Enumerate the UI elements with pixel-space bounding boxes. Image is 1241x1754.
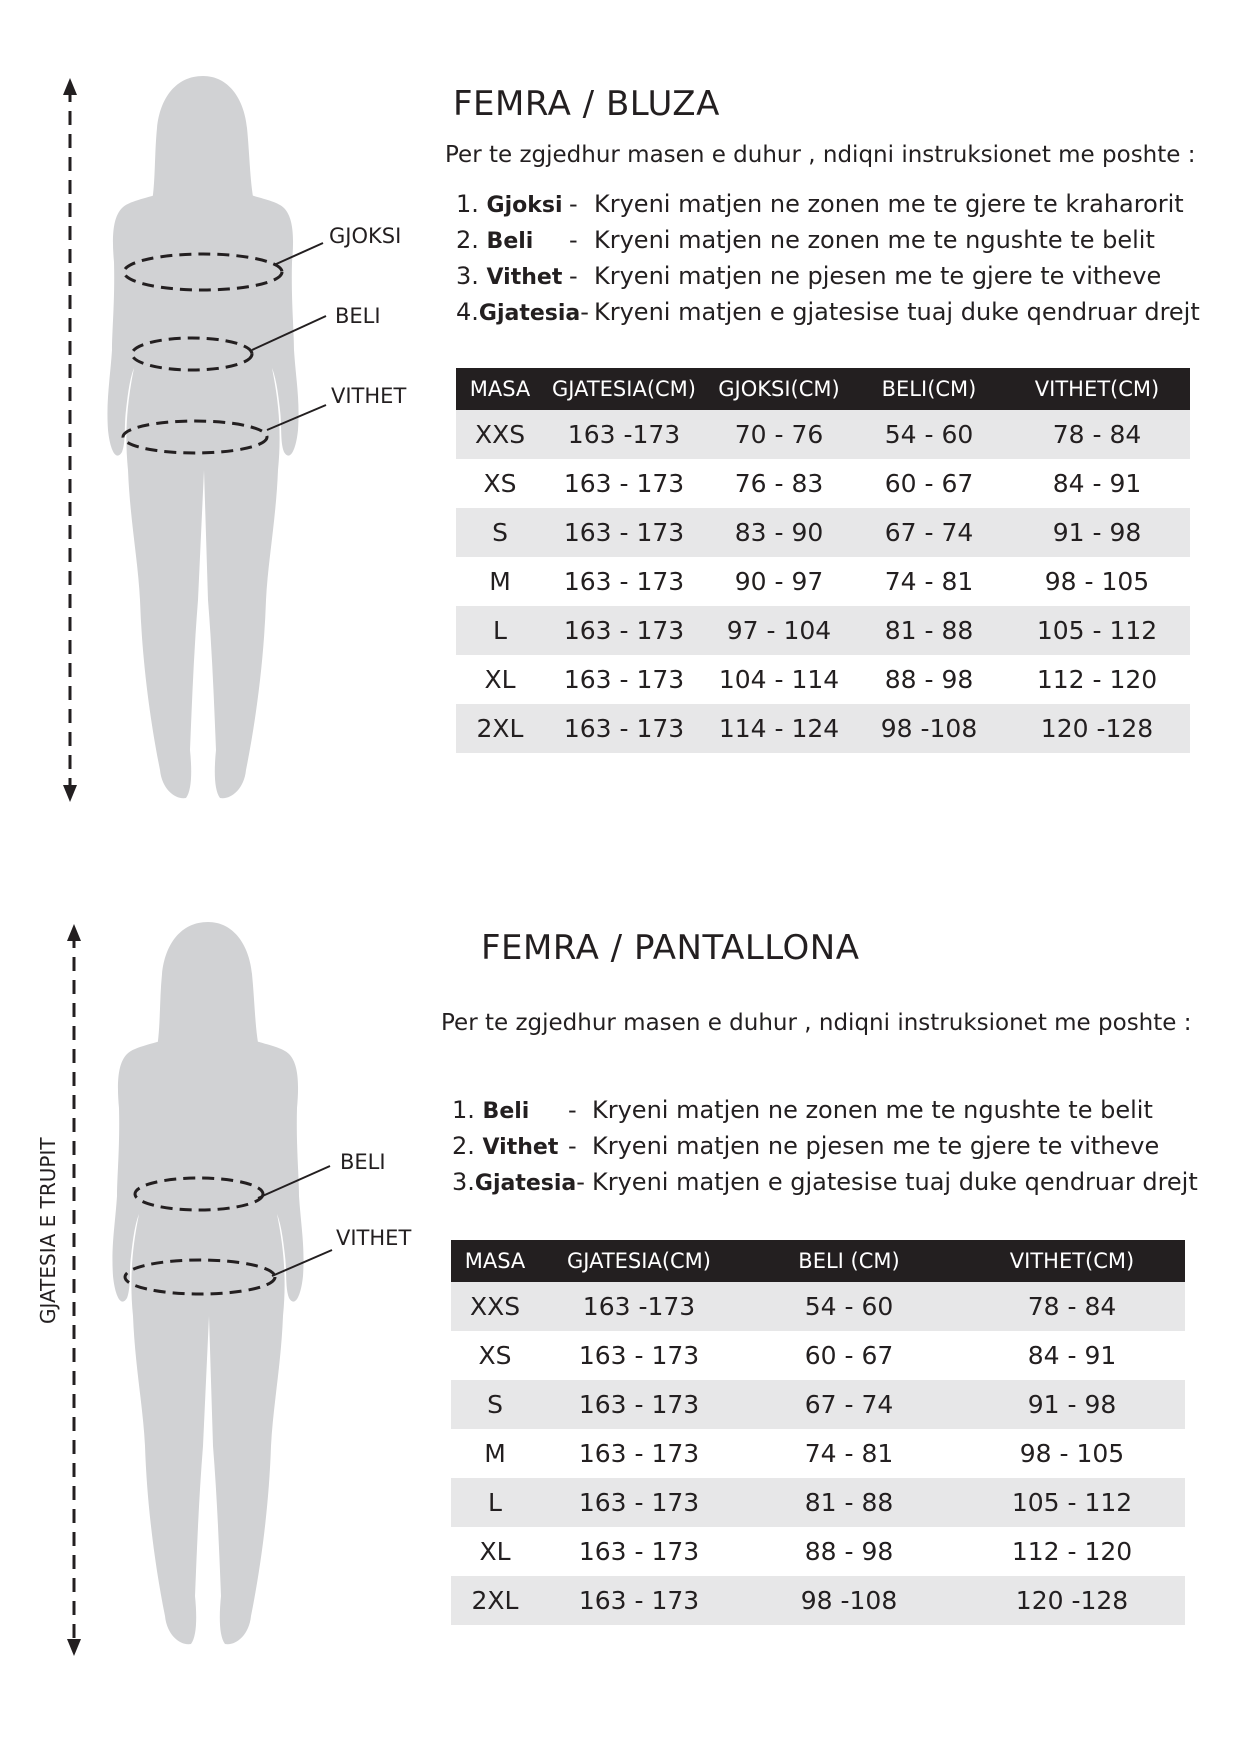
chest-label: GJOKSI [329,224,402,248]
table-cell: 98 - 105 [1044,567,1150,596]
size-cell: S [451,1380,539,1429]
trousers-intro: Per te zgjedhur masen e duhur , ndiqni instruksionet me poshte : [441,1010,1192,1036]
table-cell: 67 - 74 [854,508,1004,557]
table-cell: 90 - 97 [734,567,824,596]
table-cell: 163 - 173 [578,1537,700,1566]
height-arrow-bottom [67,924,81,1656]
table-cell: 76 - 83 [734,469,824,498]
step-chest: 1. Gjoksi - Kryeni matjen ne zonen me te gjere te kraharorit [456,190,1184,218]
col-header: GJATESIA(CM) [544,368,704,410]
step-hips: 3. Vithet - Kryeni matjen ne pjesen me te gjere te vitheve [456,262,1162,290]
step-waist: 1. Beli - Kryeni matjen ne zonen me te ngushte te belit [452,1096,1153,1124]
trousers-section [0,900,1241,1754]
blouse-size-table [456,368,1190,753]
table-cell: 163 - 173 [563,665,685,694]
table-cell: 98 -108 [854,704,1004,753]
female-silhouette-bottom [112,922,303,1644]
table-cell: 97 - 104 [704,606,854,655]
size-cell: M [484,1439,506,1468]
table-cell: 91 - 98 [959,1380,1185,1429]
table-cell: 163 - 173 [544,606,704,655]
table-row [451,1380,1185,1429]
table-row [456,557,1190,606]
table-row [451,1527,1185,1576]
table-row [451,1478,1185,1527]
table-cell: 70 - 76 [704,410,854,459]
blouse-section [0,0,1241,820]
size-cell: XL [484,665,516,694]
table-cell: 163 - 173 [563,567,685,596]
table-header-row [451,1240,1185,1282]
size-cell: XS [478,1341,512,1370]
col-header: GJATESIA(CM) [539,1240,739,1282]
size-cell: M [489,567,511,596]
table-cell: 88 - 98 [804,1537,894,1566]
table-cell: 163 - 173 [539,1380,739,1429]
table-cell: 105 - 112 [959,1478,1185,1527]
table-cell: 91 - 98 [1004,508,1190,557]
table-cell: 54 - 60 [739,1282,959,1331]
table-row [456,655,1190,704]
size-cell: XXS [456,410,544,459]
size-cell: 2XL [456,704,544,753]
table-row [456,459,1190,508]
female-silhouette-top [107,76,298,798]
table-cell: 60 - 67 [884,469,974,498]
table-cell: 163 - 173 [578,1439,700,1468]
height-arrow-top [63,78,77,802]
table-cell: 78 - 84 [1004,410,1190,459]
table-cell: 163 - 173 [544,704,704,753]
table-cell: 114 - 124 [704,704,854,753]
table-cell: 84 - 91 [1027,1341,1117,1370]
table-cell: 112 - 120 [1036,665,1158,694]
col-header: BELI(CM) [854,368,1004,410]
table-header-row [456,368,1190,410]
table-row [451,1282,1185,1331]
step-hips: 2. Vithet - Kryeni matjen ne pjesen me te gjere te vitheve [452,1132,1160,1160]
table-cell: 105 - 112 [1004,606,1190,655]
size-cell: 2XL [451,1576,539,1625]
table-row [451,1429,1185,1478]
step-waist: 2. Beli - Kryeni matjen ne zonen me te ngushte te belit [456,226,1155,254]
table-cell: 83 - 90 [704,508,854,557]
table-cell: 88 - 98 [884,665,974,694]
table-cell: 81 - 88 [854,606,1004,655]
table-cell: 163 - 173 [578,1341,700,1370]
trousers-steps [452,1096,1198,1204]
trousers-size-table [451,1240,1185,1625]
table-cell: 163 - 173 [539,1478,739,1527]
table-cell: 98 - 105 [1019,1439,1125,1468]
table-cell: 98 -108 [739,1576,959,1625]
table-row [456,508,1190,557]
table-cell: 163 -173 [544,410,704,459]
table-cell: 163 - 173 [544,508,704,557]
col-header: MASA [451,1240,539,1282]
col-header: GJOKSI(CM) [704,368,854,410]
step-height: 4.Gjatesia- Kryeni matjen e gjatesise tuaj duke qendruar drejt [456,298,1200,326]
table-cell: 163 - 173 [539,1576,739,1625]
blouse-title: FEMRA / BLUZA [453,84,720,124]
body-figure-bottom [0,900,420,1754]
table-cell: 120 -128 [959,1576,1185,1625]
table-cell: 60 - 67 [804,1341,894,1370]
table-cell: 104 - 114 [718,665,840,694]
col-header: VITHET(CM) [1004,368,1190,410]
table-cell: 78 - 84 [959,1282,1185,1331]
blouse-intro: Per te zgjedhur masen e duhur , ndiqni instruksionet me poshte : [445,142,1196,168]
table-cell: 81 - 88 [739,1478,959,1527]
table-row [451,1576,1185,1625]
body-height-label: GJATESIA E TRUPIT [36,1137,60,1324]
step-height: 3.Gjatesia- Kryeni matjen e gjatesise tuaj duke qendruar drejt [452,1168,1198,1196]
table-row [456,410,1190,459]
table-cell: 163 -173 [539,1282,739,1331]
table-cell: 84 - 91 [1052,469,1142,498]
table-cell: 163 - 173 [563,469,685,498]
size-cell: L [456,606,544,655]
size-cell: L [451,1478,539,1527]
size-cell: XXS [451,1282,539,1331]
table-cell: 74 - 81 [884,567,974,596]
table-cell: 74 - 81 [804,1439,894,1468]
table-row [456,704,1190,753]
table-cell: 67 - 74 [739,1380,959,1429]
table-row [451,1331,1185,1380]
waist-label: BELI [335,304,381,328]
table-row [456,606,1190,655]
body-figure-top [0,0,420,820]
blouse-steps [456,190,1200,334]
col-header: BELI (CM) [739,1240,959,1282]
trousers-title: FEMRA / PANTALLONA [481,928,860,968]
table-cell: 54 - 60 [854,410,1004,459]
size-cell: S [456,508,544,557]
hips-label: VITHET [331,384,407,408]
waist-label: BELI [340,1150,386,1174]
hips-label: VITHET [336,1226,412,1250]
size-cell: XL [479,1537,511,1566]
size-cell: XS [483,469,517,498]
table-cell: 120 -128 [1004,704,1190,753]
col-header: MASA [456,368,544,410]
table-cell: 112 - 120 [1011,1537,1133,1566]
col-header: VITHET(CM) [959,1240,1185,1282]
